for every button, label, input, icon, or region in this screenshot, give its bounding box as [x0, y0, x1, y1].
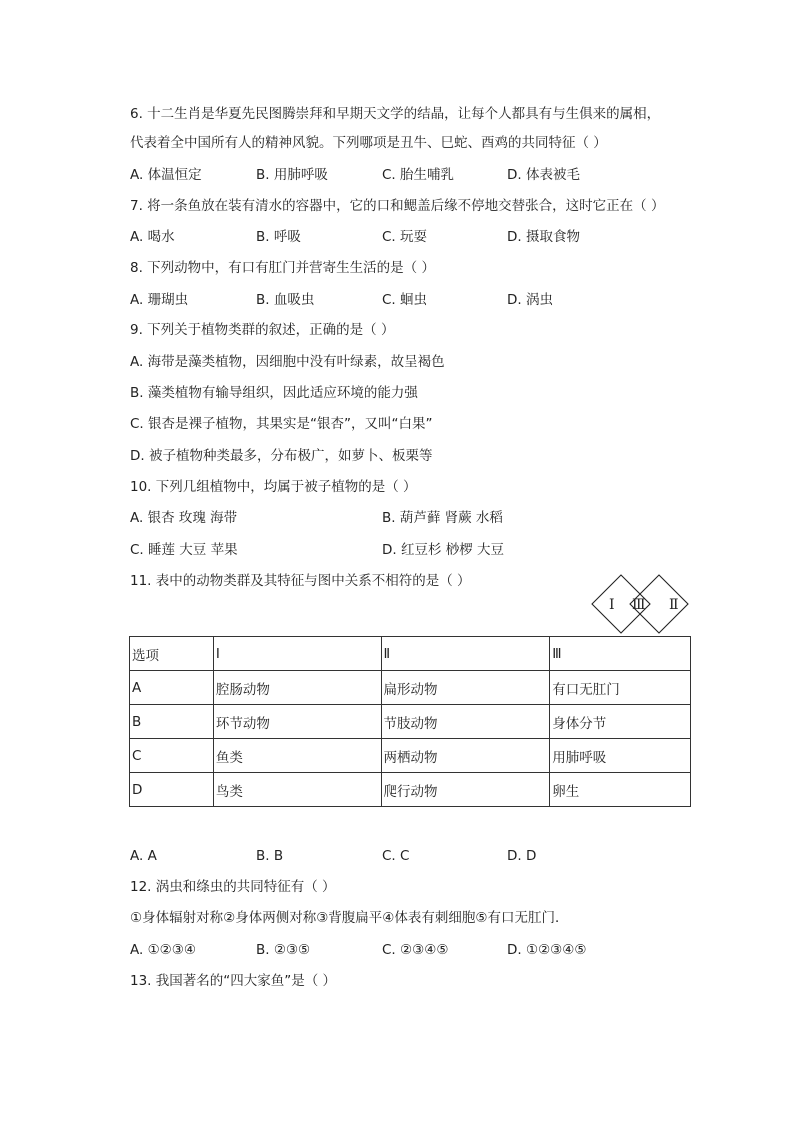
- table-cell: 爬行动物: [381, 773, 550, 807]
- q8-stem: 8. 下列动物中，有口有肛门并营寄生生活的是（ ）: [130, 260, 435, 276]
- q6-option-a: A. 体温恒定: [130, 167, 202, 183]
- q13-stem: 13. 我国著名的“四大家鱼”是（ ）: [130, 973, 337, 989]
- venn-label-left: Ⅰ: [609, 597, 615, 613]
- venn-diagram: [590, 572, 696, 636]
- table-cell: 有口无肛门: [550, 671, 691, 705]
- q6-option-c: C. 胎生哺乳: [382, 167, 455, 183]
- table-cell: 节肢动物: [381, 705, 550, 739]
- table-cell: A: [130, 671, 214, 705]
- q12-option-d: D. ①②③④⑤: [507, 942, 587, 958]
- table-cell: B: [130, 705, 214, 739]
- table-cell: 鸟类: [213, 773, 381, 807]
- q7-options: [130, 227, 710, 247]
- table-cell: C: [130, 739, 214, 773]
- q7-option-b: B. 呼吸: [256, 229, 301, 245]
- table-row: [130, 773, 691, 807]
- q12-options: [130, 940, 710, 960]
- table-header-row: [130, 637, 691, 671]
- q6-options: [130, 165, 710, 185]
- table-row: [130, 671, 691, 705]
- q8-option-c: C. 蛔虫: [382, 292, 428, 308]
- q10-stem: 10. 下列几组植物中，均属于被子植物的是（ ）: [130, 479, 417, 495]
- table-cell: 鱼类: [213, 739, 381, 773]
- table-cell: 环节动物: [213, 705, 381, 739]
- q8-option-d: D. 涡虫: [507, 292, 553, 308]
- table-header-cell: Ⅲ: [550, 637, 691, 671]
- q8-options: [130, 290, 710, 310]
- table-row: [130, 705, 691, 739]
- q7-stem: 7. 将一条鱼放在装有清水的容器中，它的口和鳃盖后缘不停地交替张合，这时它正在（ ）: [130, 198, 665, 214]
- q11-table: [129, 636, 691, 807]
- q6-stem-line1: 6. 十二生肖是华夏先民图腾崇拜和早期天文学的结晶，让每个人都具有与生俱来的属相，: [130, 106, 661, 122]
- q12-option-c: C. ②③④⑤: [382, 942, 449, 958]
- table-cell: 用肺呼吸: [550, 739, 691, 773]
- q10-option-b: B. 葫芦藓 肾蕨 水稻: [382, 510, 503, 526]
- q12-stem: 12. 涡虫和绦虫的共同特征有（ ）: [130, 879, 336, 895]
- q11-stem: 11. 表中的动物类群及其特征与图中关系不相符的是（ ）: [130, 573, 471, 589]
- q9-option-b: B. 藻类植物有输导组织，因此适应环境的能力强: [130, 385, 418, 401]
- q11-option-b: B. B: [256, 848, 284, 864]
- q12-statements: ①身体辐射对称②身体两侧对称③背腹扁平④体表有刺细胞⑤有口无肛门．: [130, 910, 569, 926]
- q7-option-d: D. 摄取食物: [507, 229, 580, 245]
- q11-options: [130, 846, 710, 866]
- table-cell: 卵生: [550, 773, 691, 807]
- q11-option-d: D. D: [507, 848, 537, 864]
- q6-option-b: B. 用肺呼吸: [256, 167, 328, 183]
- q7-option-a: A. 喝水: [130, 229, 175, 245]
- q10-options-row2: [130, 540, 710, 560]
- table-header-cell: Ⅰ: [213, 637, 381, 671]
- q7-option-c: C. 玩耍: [382, 229, 428, 245]
- venn-label-middle: Ⅲ: [632, 597, 646, 613]
- q9-option-c: C. 银杏是裸子植物，其果实是“银杏”，又叫“白果”: [130, 416, 433, 432]
- q11-option-a: A. A: [130, 848, 157, 864]
- table-cell: 身体分节: [550, 705, 691, 739]
- table-cell: D: [130, 773, 214, 807]
- q12-option-a: A. ①②③④: [130, 942, 196, 958]
- venn-label-right: Ⅱ: [669, 597, 679, 613]
- q12-option-b: B. ②③⑤: [256, 942, 311, 958]
- q8-option-a: A. 珊瑚虫: [130, 292, 189, 308]
- q9-stem: 9. 下列关于植物类群的叙述，正确的是（ ）: [130, 322, 395, 338]
- q11-option-c: C. C: [382, 848, 410, 864]
- q10-option-c: C. 睡莲 大豆 苹果: [130, 542, 238, 558]
- q10-option-a: A. 银杏 玫瑰 海带: [130, 510, 238, 526]
- q9-option-d: D. 被子植物种类最多，分布极广，如萝卜、板栗等: [130, 448, 433, 464]
- table-row: [130, 739, 691, 773]
- table-cell: 扁形动物: [381, 671, 550, 705]
- table-cell: 腔肠动物: [213, 671, 381, 705]
- q10-options-row1: [130, 508, 710, 528]
- q9-option-a: A. 海带是藻类植物，因细胞中没有叶绿素，故呈褐色: [130, 354, 445, 370]
- table-header-cell: 选项: [130, 637, 214, 671]
- q8-option-b: B. 血吸虫: [256, 292, 315, 308]
- q10-option-d: D. 红豆杉 桫椤 大豆: [382, 542, 505, 558]
- q6-option-d: D. 体表被毛: [507, 167, 580, 183]
- table-cell: 两栖动物: [381, 739, 550, 773]
- table-header-cell: Ⅱ: [381, 637, 550, 671]
- q6-stem-line2: 代表着全中国所有人的精神风貌。下列哪项是丑牛、巳蛇、酉鸡的共同特征（ ）: [130, 135, 607, 151]
